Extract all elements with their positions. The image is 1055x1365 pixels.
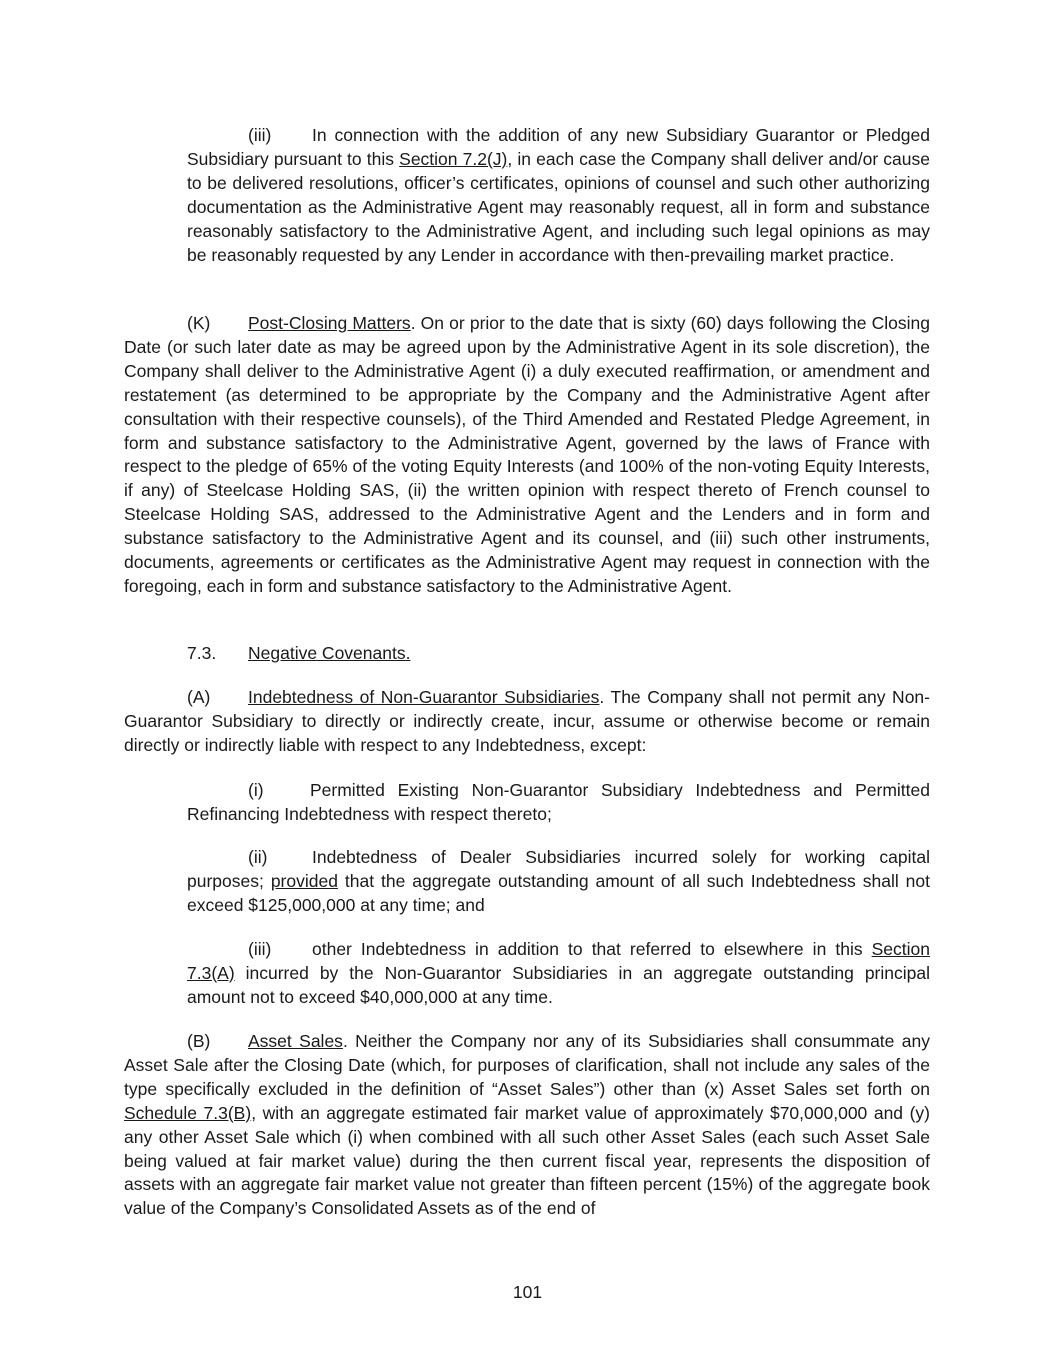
section-title: Negative Covenants.	[248, 643, 411, 663]
paragraph-a-indebtedness: (A) Indebtedness of Non-Guarantor Subsidiaries. The Company shall not permit any Non-Guarantor Subsidiary to directly or indirectly create, incur, assume or otherwise become or remain directly or indirectly liable with respect to any Indebtedness, except:	[124, 687, 930, 755]
item-number: (iii)	[248, 125, 272, 145]
schedule-reference: Schedule 7.3(B)	[124, 1102, 252, 1123]
page-number: 101	[512, 1282, 543, 1302]
item-number: (iii)	[248, 939, 272, 959]
paragraph-b-asset-sales: (B) Asset Sales. Neither the Company nor any of its Subsidiaries shall consummate any Asset Sale after the Closing Date (which, for purposes of clarification, shall not include any sales of the type specifically excluded in the definition of “Asset Sales”) other than (x) Asset Sales set forth on Schedule 7.3(B), with an aggregate estimated fair market value of approximately $70,000,000 and (y) any other Asset Sale which (i) when combined with all such other Asset Sales (each such Asset Sale being valued at fair market value) during the then current fiscal year, represents the disposition of assets with an aggregate fair market value not greater than fifteen percent (15%) of the aggregate book value of the Company’s Consolidated Assets as of the end of	[124, 1031, 930, 1219]
section-number: 7.3.	[187, 643, 217, 663]
paragraph-iii-additional-guarantor: (iii) In connection with the addition of any new Subsidiary Guarantor or Pledged Subsidiary pursuant to this Section 7.2(J), in each case the Company shall deliver and/or cause to be delivered resolutions, officer’s certificates, opinions of counsel and such other authorizing documentation as the Administrative Agent may reasonably request, all in form and substance reasonably satisfactory to the Administrative Agent, and including such legal opinions as may be reasonably requested by any Lender in accordance with then-prevailing market practice.	[187, 125, 930, 265]
item-number: (B)	[187, 1031, 211, 1051]
paragraph-k-post-closing: (K) Post-Closing Matters. On or prior to the date that is sixty (60) days following the Closing Date (or such later date as may be agreed upon by the Administrative Agent in its sole discretion), the Company shall deliver to the Administrative Agent (i) a duly executed reaffirmation, or amendment and restatement (as determined to be appropriate by the Company and the Administrative Agent after consultation with their respective counsels), of the Third Amended and Restated Pledge Agreement, in form and substance satisfactory to the Administrative Agent, governed by the laws of France with respect to the pledge of 65% of the voting Equity Interests (and 100% of the non-voting Equity Interests, if any) of Steelcase Holding SAS, (ii) the written opinion with respect thereto of French counsel to Steelcase Holding SAS, addressed to the Administrative Agent and the Lenders and in form and substance satisfactory to the Administrative Agent and its counsel, and (iii) such other instruments, documents, agreements or certificates as the Administrative Agent may request in connection with the foregoing, each in form and substance satisfactory to the Administrative Agent.	[124, 313, 930, 596]
section-reference: Section 7.3(A)	[187, 939, 930, 983]
paragraph-a-i: (i) Permitted Existing Non-Guarantor Subsidiary Indebtedness and Permitted Refinancing Indebtedness with respect thereto;	[187, 780, 930, 824]
paragraph-heading: Indebtedness of Non-Guarantor Subsidiaries	[248, 687, 600, 707]
paragraph-heading: Asset Sales	[248, 1031, 343, 1051]
item-number: (K)	[187, 313, 211, 333]
paragraph-heading: Post-Closing Matters	[248, 313, 411, 333]
paragraph-a-iii: (iii) other Indebtedness in addition to that referred to elsewhere in this Section 7.3(A) incurred by the Non-Guarantor Subsidiaries in an aggregate outstanding principal amount not to exceed $40,000,000 at any time.	[187, 939, 930, 1007]
paragraph-a-ii: (ii) Indebtedness of Dealer Subsidiaries incurred solely for working capital purposes; provided that the aggregate outstanding amount of all such Indebtedness shall not exceed $125,000,000 at any time; and	[187, 847, 931, 915]
item-number: (A)	[187, 687, 211, 707]
section-7-3-heading	[124, 642, 930, 666]
provided-term: provided	[270, 870, 338, 891]
section-reference: Section 7.2(J)	[399, 148, 508, 169]
item-number: (i)	[248, 780, 264, 800]
item-number: (ii)	[248, 847, 268, 867]
